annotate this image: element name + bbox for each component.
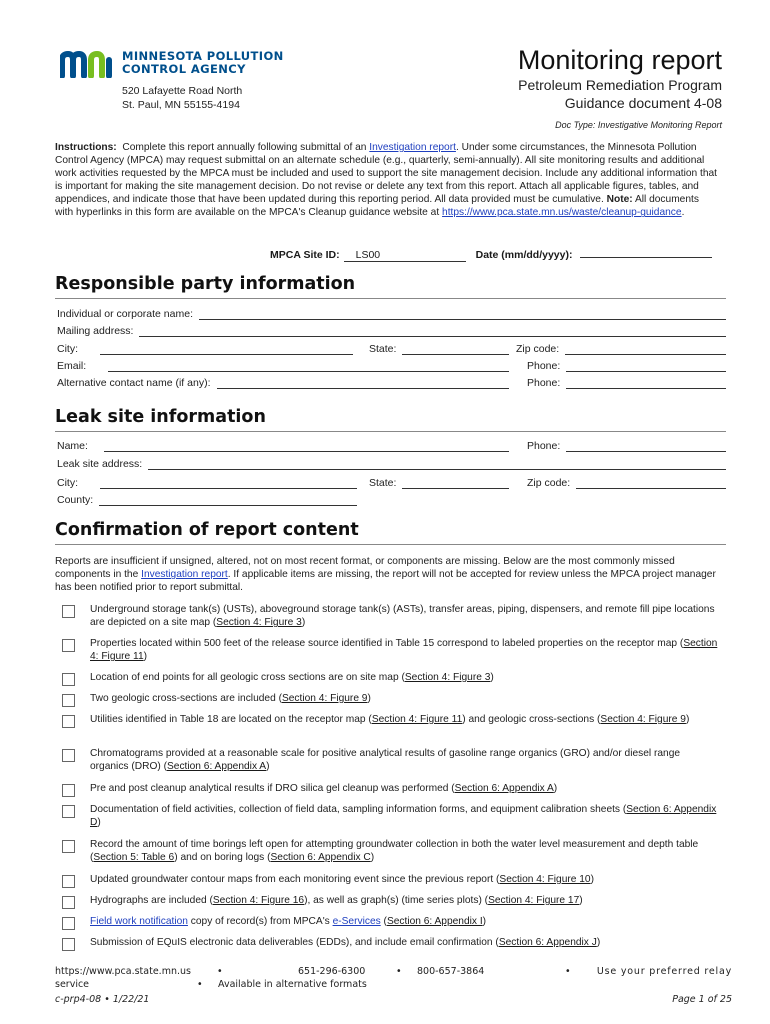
item-text: ) (596, 937, 601, 948)
item-text: Record the amount of time borings left open for attempting groundwater collection in both the water level measurement and depth table ( (90, 839, 699, 864)
item-text: Pre and post cleanup analytical results if DRO silica gel cleanup was performed ( (90, 783, 455, 794)
item-text: ) (579, 895, 583, 906)
mpca-logo-mark-icon (60, 50, 116, 78)
alt-phone-field[interactable]: Phone: (527, 377, 726, 389)
checkbox[interactable] (62, 639, 75, 652)
section-reference: Section 4: Figure 3 (216, 617, 302, 629)
item-text: ), as well as graph(s) (time series plots) ( (304, 895, 489, 906)
checklist-item-text (90, 713, 720, 726)
site-id-label: MPCA Site ID: (270, 249, 340, 261)
item-text: Hydrographs are included ( (90, 895, 213, 906)
item-text: ( (380, 916, 387, 927)
investigation-report-link[interactable]: Investigation report (369, 142, 456, 153)
checklist-item-text (90, 782, 720, 795)
section-reference: Section 4: Figure 17 (488, 895, 580, 906)
divider (55, 544, 726, 545)
doc-code: c-prp4-08 • 1/22/21 (55, 994, 150, 1005)
item-text: Utilities identified in Table 18 are located on the receptor map ( (90, 714, 372, 725)
leak-address-field[interactable]: Leak site address: (57, 458, 726, 470)
section-reference: Section 6: Appendix D (90, 804, 717, 829)
item-text: ) (482, 916, 487, 927)
section-reference: Section 4: Figure 10 (499, 874, 591, 885)
section-reference: Section 6: Appendix C (270, 852, 371, 864)
footer-bullet: • (197, 979, 203, 990)
page-title: Monitoring report (517, 45, 722, 75)
footer-alt-formats: Available in alternative formats (218, 979, 367, 990)
item-text: ) (490, 672, 494, 683)
alt-contact-row (57, 377, 726, 391)
checklist-item-text (90, 894, 720, 907)
checkbox[interactable] (62, 749, 75, 762)
divider (55, 431, 726, 432)
checklist-item-text (90, 603, 720, 629)
item-text: ) (370, 852, 375, 864)
mpca-logo (60, 50, 300, 120)
divider (55, 298, 726, 299)
leak-address-row (57, 458, 726, 472)
rp-state-field[interactable]: State: (369, 343, 509, 355)
rp-zip-field[interactable]: Zip code: (516, 343, 726, 355)
item-text: ) (266, 761, 270, 773)
item-text: Updated groundwater contour maps from each monitoring event since the previous report ( (90, 874, 500, 885)
confirmation-intro: Reports are insufficient if unsigned, altered, not on most recent format, or components are missing. Below are the most commonly missed components in the Investigation report. If applicable items are missing, the report will not be accepted for review unless the MPCA project manager has been notified prior to report submittal. (55, 556, 716, 594)
agency-address: 520 Lafayette Road North St. Paul, MN 55155-4194 (122, 85, 243, 111)
item-text: ) (301, 617, 306, 629)
confirmation-heading: Confirmation of report content (55, 520, 359, 540)
e-services-link[interactable]: e-Services (332, 916, 381, 927)
footer-bullet: • (217, 966, 223, 977)
item-text: ) (685, 714, 690, 725)
leak-city-field[interactable]: City: (57, 477, 357, 489)
instructions: Instructions: Complete this report annually following submittal of an Investigation report. Under some circumstances, the Minnesota Pollution Control Agency (MPCA) may request submittal on an alternate schedule (e.g., quarterly, semi-annually). All site monitoring results and additional work activities requested by the MPCA must be included and used to support the site management decision. Include any additional information that is important for making the site management decision. Do not revise or delete any text from this report. Attach all applicable figures, tables, and appendices, and indicate those that have been updated during this reporting period. All data provided must be cumulative. Note: All documents with hyperlinks in this form are available on the MPCA's Cleanup guidance website at https://www.pca.state.mn.us/waste/cleanup-guidance. (55, 142, 718, 219)
section-reference: Section 6: Appendix A (166, 761, 267, 773)
item-text: Chromatograms provided at a reasonable scale for positive analytical results of gasoline range organics (GRO) and/or diesel range organics (DRO) ( (90, 748, 681, 773)
item-text: Properties located within 500 feet of the release source identified in Table 15 correspond to labeled properties on the receptor map ( (90, 638, 684, 649)
footer-website[interactable]: https://www.pca.state.mn.us (55, 966, 191, 977)
checkbox[interactable] (62, 715, 75, 728)
guidance-number: Guidance document 4-08 (564, 95, 722, 111)
checklist-item-text (90, 747, 720, 773)
leak-city-row (57, 477, 726, 491)
section-reference: Section 4: Figure 9 (600, 714, 686, 725)
item-text: Underground storage tank(s) (USTs), aboveground storage tank(s) (ASTs), transfer areas, piping, dispensers, and remote fill pipe locations are depicted on a site map ( (90, 604, 715, 629)
checkbox[interactable] (62, 605, 75, 618)
investigation-report-link[interactable]: Investigation report (141, 569, 228, 581)
program-name: Petroleum Remediation Program (518, 77, 722, 93)
date-label: Date (mm/dd/yyyy): (475, 249, 573, 261)
rp-city-row (57, 343, 726, 357)
item-text: Documentation of field activities, collection of field data, sampling information forms, and equipment calibration sheets ( (90, 804, 627, 815)
leak-name-row (57, 440, 726, 454)
section-reference: Section 6: Appendix A (454, 783, 554, 794)
site-id-row (270, 245, 712, 262)
checklist-item-text (90, 915, 720, 928)
doc-type: Doc Type: Investigative Monitoring Report (555, 120, 722, 130)
item-text: ) and on boring logs ( (174, 852, 271, 864)
checklist-item-text (90, 936, 720, 949)
checklist-item-text (90, 692, 720, 705)
leak-phone-field[interactable]: Phone: (527, 440, 726, 452)
field-work-notification-link[interactable]: Field work notification (90, 916, 188, 927)
cleanup-guidance-link[interactable]: https://www.pca.state.mn.us/waste/cleanup-guidance (442, 207, 682, 219)
mailing-address-row (57, 325, 726, 339)
checkbox[interactable] (62, 673, 75, 686)
item-text: Location of end points for all geologic cross sections are on site map ( (90, 672, 405, 683)
section-reference: Section 4: Figure 16 (212, 895, 305, 906)
leak-county-field[interactable]: County: (57, 494, 357, 506)
item-text: Two geologic cross-sections are included ( (90, 693, 282, 704)
section-reference: Section 4: Figure 11 (90, 638, 718, 663)
individual-name-row (57, 308, 726, 322)
item-text: copy of record(s) from MPCA's (187, 916, 333, 927)
checklist-item-text (90, 873, 720, 886)
leak-name-field[interactable]: Name: (57, 440, 509, 452)
individual-name-field[interactable]: Individual or corporate name: (57, 308, 726, 320)
checkbox[interactable] (62, 784, 75, 797)
footer-toll-free: 800-657-3864 (417, 966, 485, 977)
footer-service: service (55, 979, 90, 990)
section-reference: Section 4: Figure 9 (281, 693, 368, 704)
checkbox[interactable] (62, 938, 75, 951)
checklist-item-text (90, 637, 720, 663)
agency-name: MINNESOTA POLLUTION CONTROL AGENCY (122, 49, 284, 76)
rp-email-row (57, 360, 726, 374)
item-text: ) (143, 651, 148, 663)
title-block (518, 44, 722, 112)
section-reference: Section 6: Appendix J (498, 937, 597, 948)
mailing-address-field[interactable]: Mailing address: (57, 325, 726, 337)
page-number: Page 1 of 25 (672, 994, 732, 1005)
footer-bullet: • (396, 966, 402, 977)
leak-county-row (57, 494, 726, 508)
checklist-item-text (90, 838, 720, 864)
checkbox[interactable] (62, 875, 75, 888)
item-text: ) (553, 783, 558, 794)
item-text: Submission of EQuIS electronic data deliverables (EDDs), and include email confirmation ( (90, 937, 499, 948)
footer-bullet: • (565, 966, 571, 977)
rp-phone-field[interactable]: Phone: (527, 360, 726, 372)
item-text: ) (97, 817, 101, 829)
checklist-item-text (90, 803, 720, 829)
rp-email-field[interactable]: Email: (57, 360, 509, 372)
alt-contact-field[interactable]: Alternative contact name (if any): (57, 377, 509, 389)
leak-state-field[interactable]: State: (369, 477, 509, 489)
section-reference: Section 5: Table 6 (93, 852, 175, 864)
rp-city-field[interactable]: City: (57, 343, 353, 355)
leak-zip-field[interactable]: Zip code: (527, 477, 726, 489)
checkbox[interactable] (62, 805, 75, 818)
section-reference: Section 6: Appendix I (386, 916, 483, 927)
responsible-party-heading: Responsible party information (55, 274, 356, 294)
checkbox[interactable] (62, 694, 75, 707)
checklist-item-text (90, 671, 720, 684)
checkbox[interactable] (62, 917, 75, 930)
checkbox[interactable] (62, 896, 75, 909)
site-id-field[interactable]: LS00 (344, 249, 466, 262)
section-reference: Section 4: Figure 3 (404, 672, 491, 683)
leak-site-heading: Leak site information (55, 407, 266, 427)
footer-phone: 651-296-6300 (298, 966, 366, 977)
date-field[interactable] (580, 245, 712, 258)
item-text: ) and geologic cross-sections ( (462, 714, 601, 725)
item-text: ) (367, 693, 371, 704)
checkbox[interactable] (62, 840, 75, 853)
item-text: ) (590, 874, 595, 885)
footer-relay: Use your preferred relay (596, 966, 732, 977)
section-reference: Section 4: Figure 11 (371, 714, 463, 725)
